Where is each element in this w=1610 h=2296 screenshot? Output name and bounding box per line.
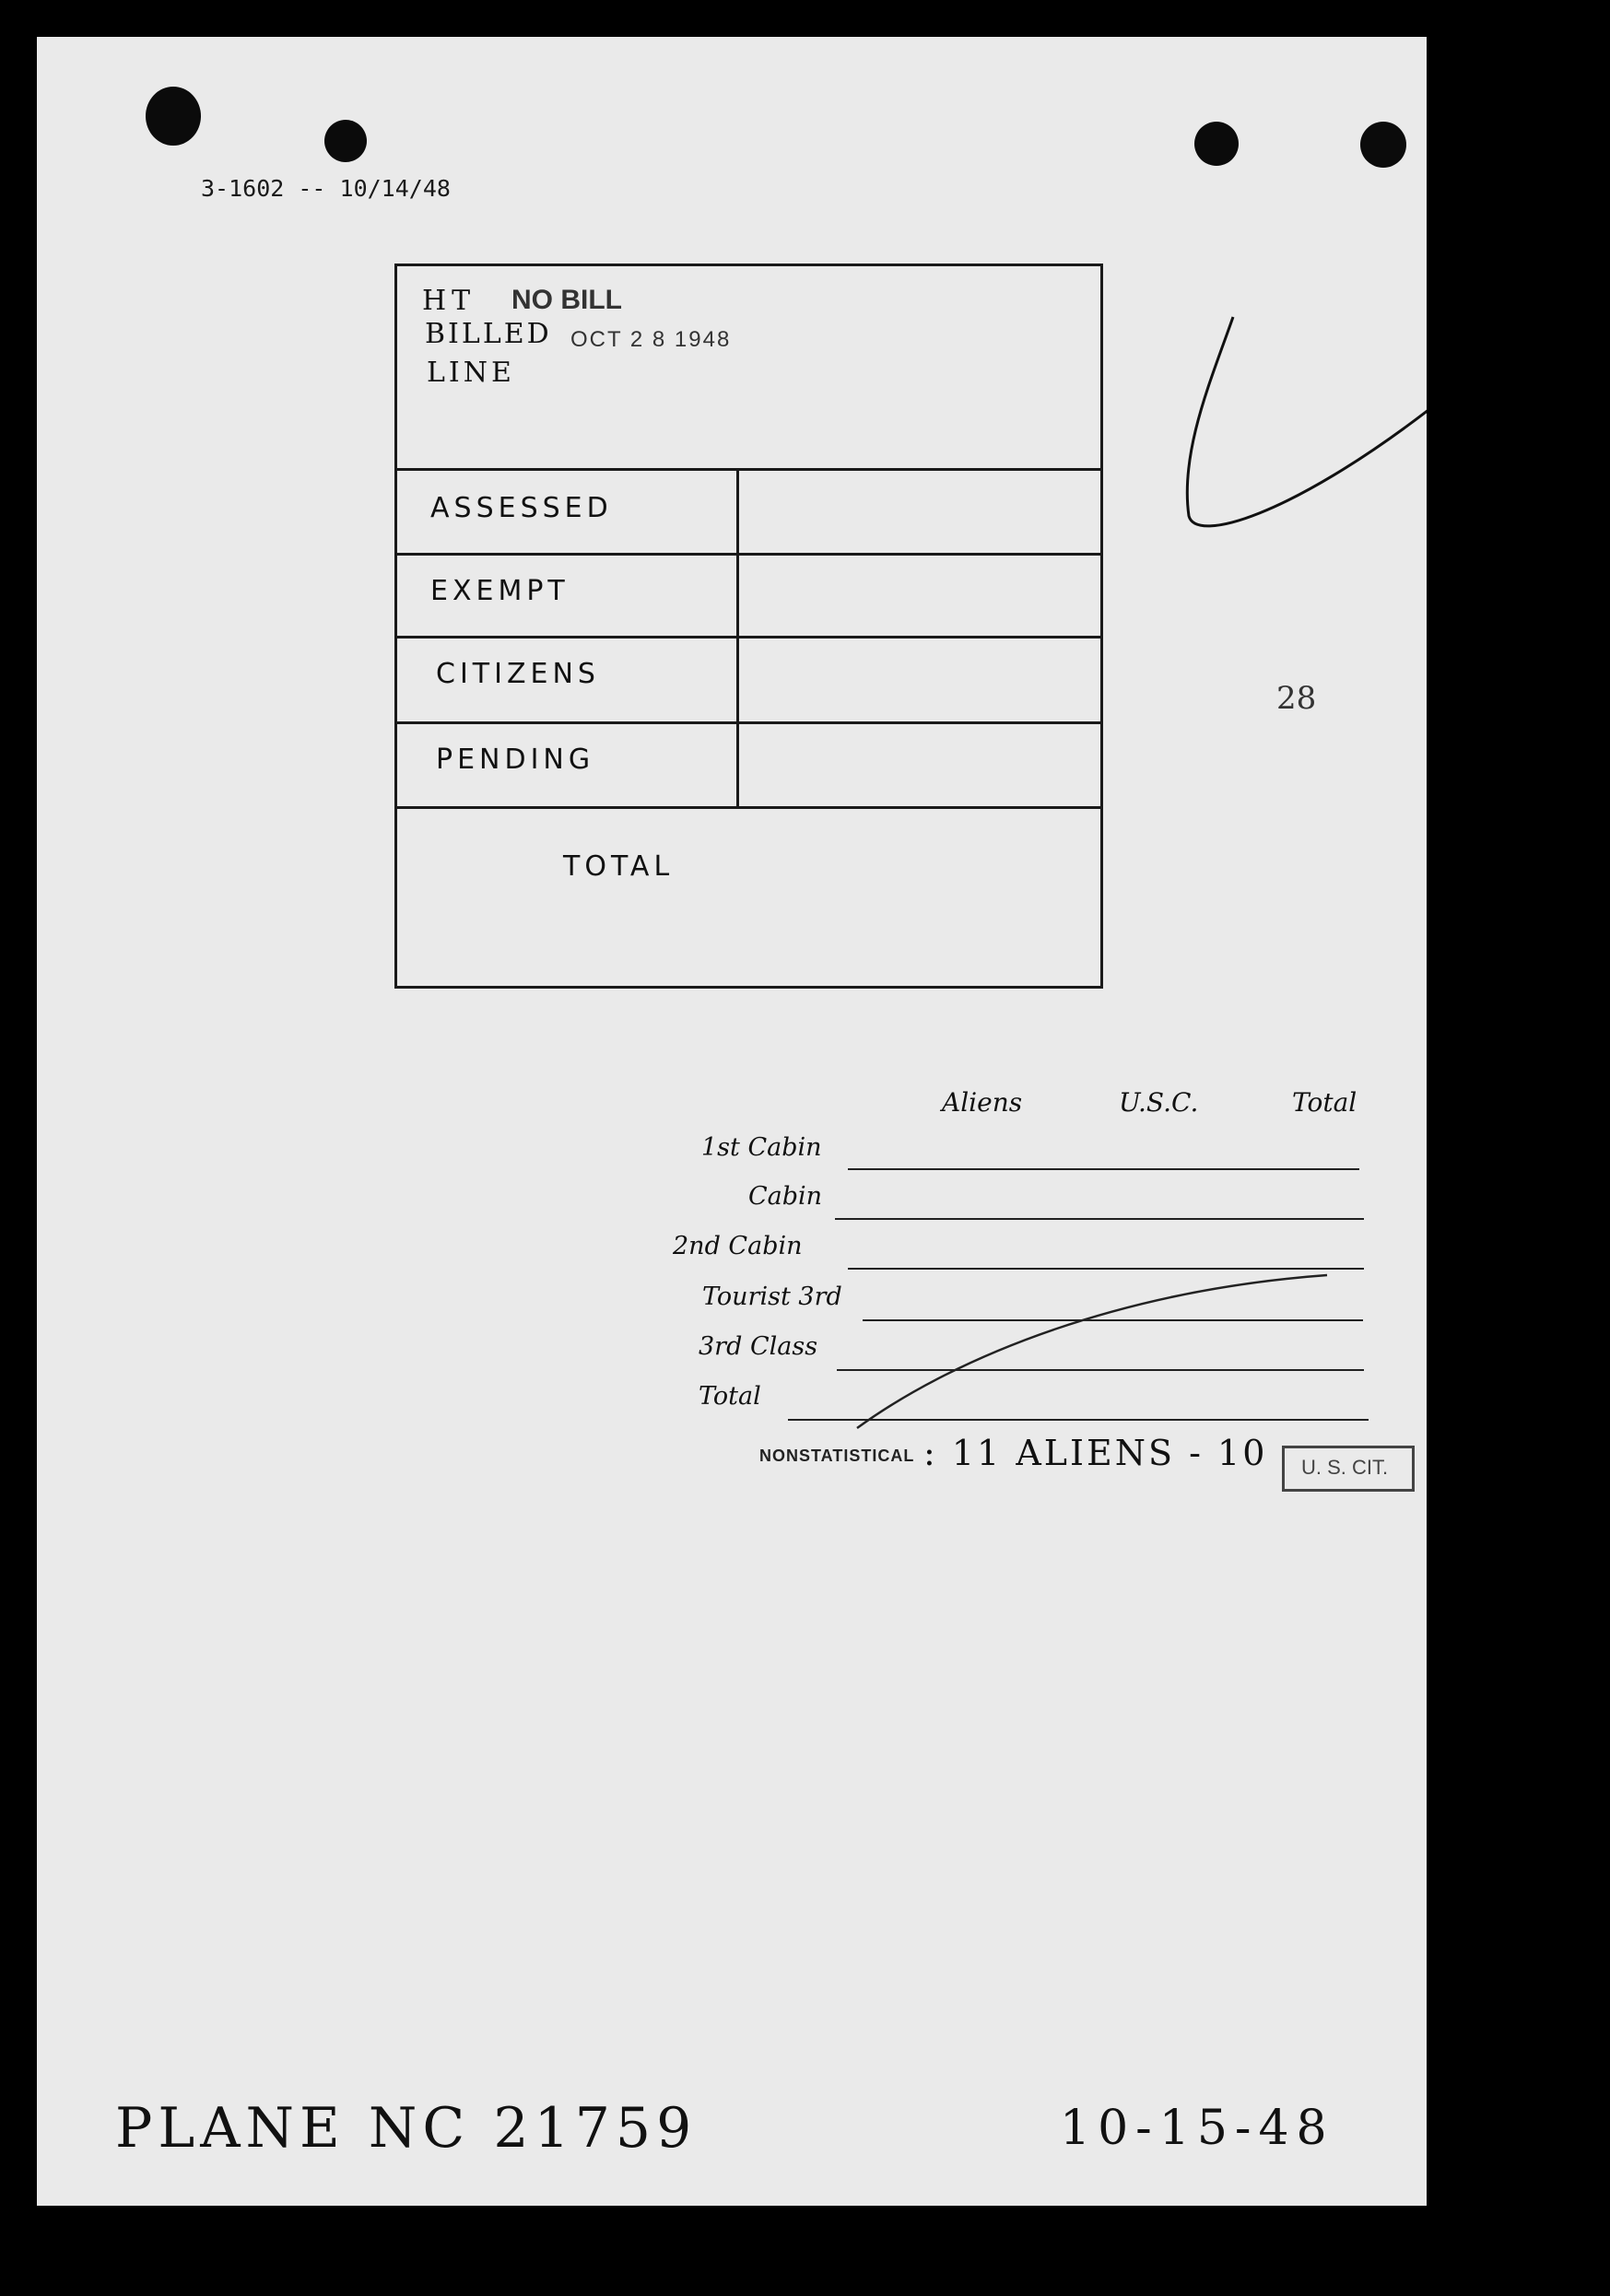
check-mark: [1124, 313, 1427, 544]
date-stamp: OCT 2 8 1948: [570, 327, 732, 352]
row-label-cabin: Cabin: [748, 1182, 823, 1211]
footer-date: 10-15-48: [1060, 2101, 1334, 2156]
plane-number: PLANE NC 21759: [115, 2096, 698, 2161]
row-label-1st-cabin: 1st Cabin: [701, 1133, 822, 1162]
box-divider: [397, 636, 1100, 638]
ht-label: HT: [422, 285, 476, 317]
entry-line: [848, 1168, 1359, 1170]
box-divider: [397, 553, 1100, 556]
nonstatistical-note: : 11 ALIENS - 10: [923, 1433, 1268, 1473]
document-reference: 3-1602 -- 10/14/48: [201, 175, 451, 202]
row-label-total: Total: [699, 1382, 761, 1411]
row-label-tourist-3rd: Tourist 3rd: [702, 1283, 842, 1311]
entry-line: [835, 1218, 1364, 1220]
column-header-usc: U.S.C.: [1119, 1087, 1199, 1118]
box-divider: [397, 806, 1100, 809]
row-label-2nd-cabin: 2nd Cabin: [673, 1232, 803, 1260]
cancellation-stroke: [848, 1253, 1364, 1437]
nonstatistical-stamp: NONSTATISTICAL: [759, 1447, 915, 1465]
row-label-assessed: ASSESSED: [430, 492, 613, 524]
box-divider: [397, 468, 1100, 471]
box-column-divider: [736, 468, 739, 807]
box-divider: [397, 721, 1100, 724]
punch-hole: [324, 120, 367, 162]
billed-label: BILLED: [425, 318, 552, 350]
punch-hole: [1360, 122, 1406, 168]
total-label: TOTAL: [563, 850, 675, 883]
page-number: 28: [1276, 680, 1317, 717]
no-bill-stamp: NO BILL: [511, 285, 622, 315]
row-label-exempt: EXEMPT: [430, 575, 570, 607]
row-label-pending: PENDING: [436, 744, 595, 776]
us-cit-stamp: U. S. CIT.: [1301, 1456, 1389, 1479]
punch-hole: [1194, 122, 1239, 166]
us-cit-stamp-box: [1282, 1446, 1415, 1492]
column-header-aliens: Aliens: [942, 1087, 1023, 1118]
punch-hole: [146, 87, 201, 146]
row-label-3rd-class: 3rd Class: [699, 1332, 818, 1361]
document-page: [37, 37, 1427, 2206]
line-label: LINE: [427, 357, 515, 389]
stamp-box: [394, 264, 1103, 989]
column-header-total: Total: [1292, 1087, 1357, 1118]
row-label-citizens: CITIZENS: [436, 658, 600, 690]
